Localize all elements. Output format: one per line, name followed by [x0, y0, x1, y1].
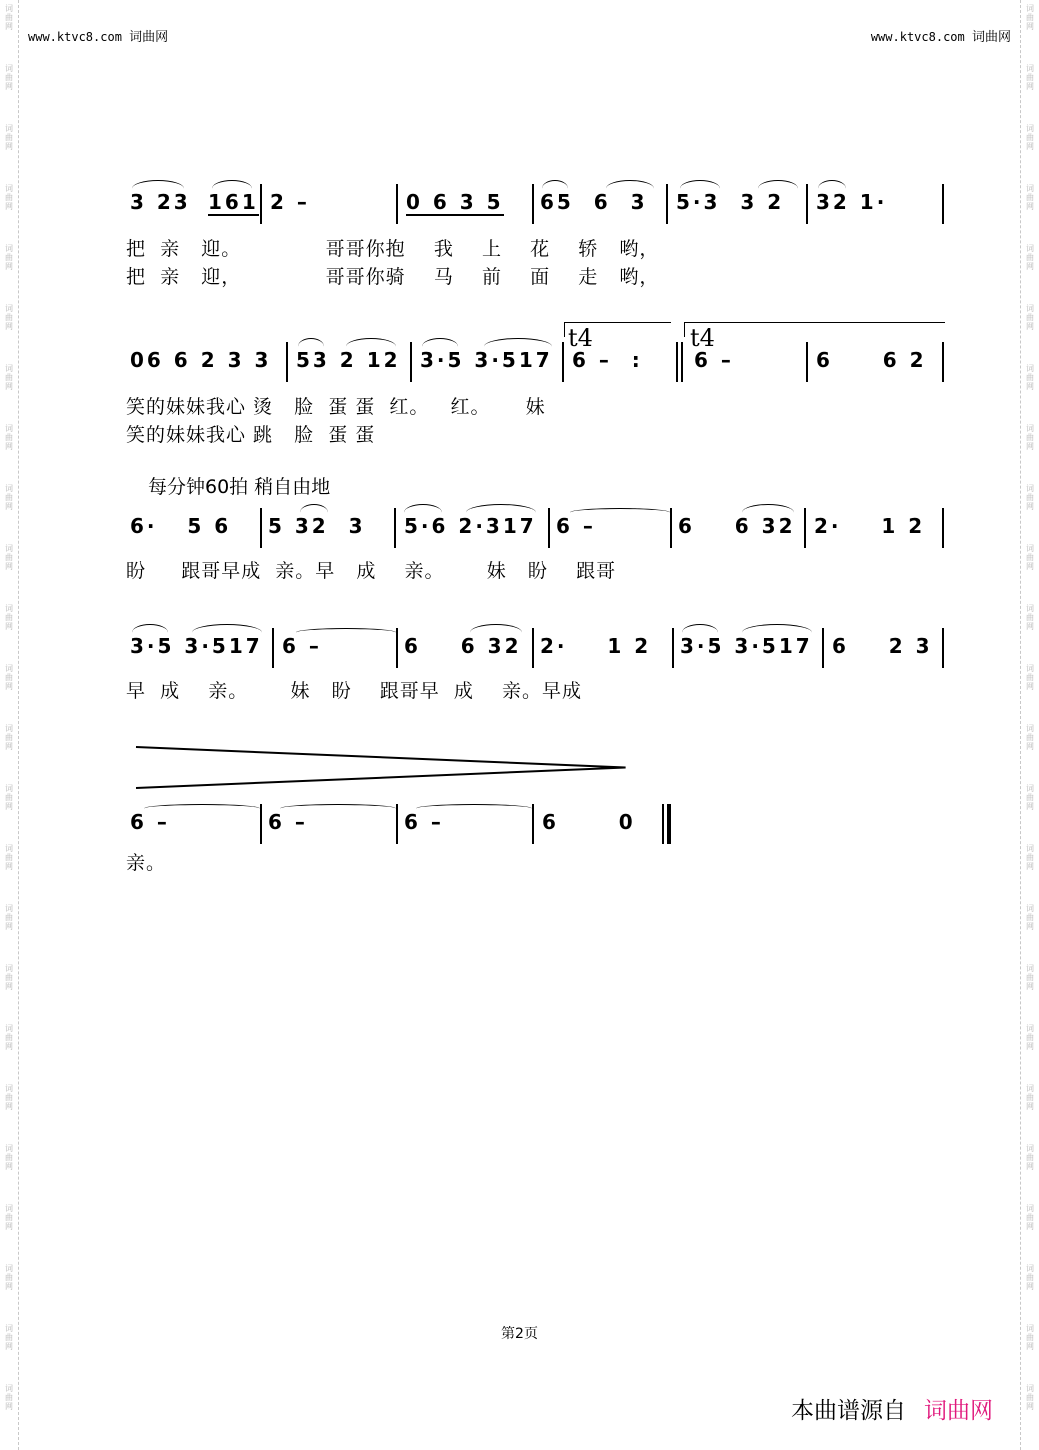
side-watermark: 词 曲 网 [1026, 1264, 1034, 1291]
note-group: 2 – [270, 190, 310, 214]
side-watermark: 词 曲 网 [1026, 964, 1034, 991]
page-number: 第2页 [501, 1326, 538, 1342]
side-watermark: 词 曲 网 [1026, 184, 1034, 211]
barline [942, 628, 944, 668]
side-watermark: 词 曲 网 [5, 424, 13, 451]
header-site-name: 词曲网 [129, 30, 169, 45]
footer-brand-link[interactable]: 词曲网 [924, 1398, 993, 1424]
side-watermark: 词 曲 网 [1026, 4, 1034, 31]
barline [666, 184, 668, 224]
barline [681, 342, 683, 382]
right-margin [1020, 0, 1039, 1450]
barline [804, 508, 806, 548]
notes [120, 800, 950, 840]
header-url[interactable]: www.ktvc8.com [28, 30, 122, 44]
barline [286, 342, 288, 382]
header-url[interactable]: www.ktvc8.com [870, 30, 965, 44]
side-watermark: 词 曲 网 [5, 1144, 13, 1171]
note-group: 6 – [268, 810, 308, 834]
diminuendo-lower-line [136, 766, 626, 788]
side-watermark: 词 曲 网 [1026, 244, 1034, 271]
barline [260, 804, 262, 844]
note-group: 5 32 3 [268, 514, 366, 538]
note-group: 2· 1 2 [540, 634, 652, 658]
side-watermark: 词 曲 网 [5, 124, 13, 151]
side-watermark: 词 曲 网 [1026, 544, 1034, 571]
side-watermark: 词 曲 网 [1026, 64, 1034, 91]
header-left [28, 26, 168, 45]
left-margin [0, 0, 19, 1450]
barline [662, 804, 664, 844]
side-watermark: 词 曲 网 [5, 1264, 13, 1291]
side-watermark: 词 曲 网 [5, 844, 13, 871]
barline [532, 184, 534, 224]
side-watermark: 词 曲 网 [1026, 484, 1034, 511]
side-watermark: 词 曲 网 [5, 64, 13, 91]
footer-text: 本曲谱源自 [791, 1398, 906, 1424]
note-group: 6 2 3 [832, 634, 933, 658]
notes [120, 504, 950, 544]
notes [120, 180, 950, 220]
note-group: 6 – [556, 514, 596, 538]
barline [396, 804, 398, 844]
volta-1-label: t4 [568, 324, 593, 352]
side-watermark: 词 曲 网 [5, 1024, 13, 1051]
note-group: 06 6 2 3 3 [130, 348, 272, 372]
note-group: 6· 5 6 [130, 514, 232, 538]
note-group: 6 6 2 [816, 348, 927, 372]
barline [676, 342, 678, 382]
barline [942, 184, 944, 224]
side-watermark: 词 曲 网 [5, 244, 13, 271]
notes [120, 338, 950, 378]
side-watermark: 词 曲 网 [1026, 844, 1034, 871]
side-watermark: 词 曲 网 [5, 664, 13, 691]
barline [672, 628, 674, 668]
side-watermark: 词 曲 网 [1026, 904, 1034, 931]
diminuendo-upper-line [136, 746, 626, 768]
side-watermark: 词 曲 网 [5, 604, 13, 631]
side-watermark: 词 曲 网 [1026, 124, 1034, 151]
barline [396, 628, 398, 668]
side-watermark: 词 曲 网 [5, 964, 13, 991]
side-watermark: 词 曲 网 [5, 1204, 13, 1231]
note-group: 53 2 12 [296, 348, 401, 372]
note-group: 0 6 3 5 [406, 190, 504, 214]
side-watermark: 词 曲 网 [1026, 784, 1034, 811]
notes [120, 624, 950, 664]
side-watermark: 词 曲 网 [5, 184, 13, 211]
barline [532, 804, 534, 844]
note-group: 2· 1 2 [814, 514, 926, 538]
barline [394, 508, 396, 548]
side-watermark: 词 曲 网 [5, 4, 13, 31]
barline [532, 628, 534, 668]
barline [806, 184, 808, 224]
lyric-verse-2: 把 亲 迎， 哥哥你骑 马 前 面 走 哟， [126, 266, 660, 288]
barline [396, 184, 398, 224]
barline [806, 342, 808, 382]
barline [410, 342, 412, 382]
note-group: 32 1· [816, 190, 888, 214]
lyric-verse-1: 早 成 亲。 妹 盼 跟哥早 成 亲。早成 [126, 680, 582, 702]
barline [942, 342, 944, 382]
note-group: 6 0 [542, 810, 636, 834]
side-watermark: 词 曲 网 [1026, 664, 1034, 691]
note-group: 3·5 3·517 [420, 348, 553, 372]
lyric-verse-2: 笑的妹妹我心 跳 脸 蛋 蛋 [126, 424, 376, 446]
note-group: 6 – [282, 634, 322, 658]
barline [942, 508, 944, 548]
side-watermark: 词 曲 网 [1026, 364, 1034, 391]
note-group: 6 – [130, 810, 170, 834]
tempo-marking: 每分钟60拍 稍自由地 [148, 476, 331, 498]
barline [562, 342, 564, 382]
side-watermark: 词 曲 网 [1026, 724, 1034, 751]
note-group: 3 23 [130, 190, 191, 214]
note-group: 161 [208, 190, 259, 214]
side-watermark: 词 曲 网 [1026, 1384, 1034, 1411]
side-watermark: 词 曲 网 [5, 364, 13, 391]
barline [260, 508, 262, 548]
barline [822, 628, 824, 668]
barline [670, 508, 672, 548]
side-watermark: 词 曲 网 [5, 904, 13, 931]
side-watermark: 词 曲 网 [1026, 1324, 1034, 1351]
note-group: 6 – [404, 810, 444, 834]
side-watermark: 词 曲 网 [5, 304, 13, 331]
note-group: 5·3 3 2 [676, 190, 785, 214]
side-watermark: 词 曲 网 [5, 484, 13, 511]
note-group: 6 6 32 [678, 514, 796, 538]
side-watermark: 词 曲 网 [5, 1084, 13, 1111]
note-group: 6 6 32 [404, 634, 522, 658]
side-watermark: 词 曲 网 [1026, 1084, 1034, 1111]
side-watermark: 词 曲 网 [1026, 424, 1034, 451]
side-watermark: 词 曲 网 [1026, 1204, 1034, 1231]
note-group: 3·5 3·517 [130, 634, 263, 658]
lyric-verse-1: 盼 跟哥早成 亲。早 成 亲。 妹 盼 跟哥 [126, 560, 617, 582]
lyric-verse-1: 笑的妹妹我心 烫 脸 蛋 蛋 红。 红。 妹 [126, 396, 546, 418]
barline [272, 628, 274, 668]
note-group: 5·6 2·317 [404, 514, 537, 538]
side-watermark: 词 曲 网 [5, 724, 13, 751]
lyric-verse-1: 亲。 [126, 852, 167, 874]
note-group: 6 – : [572, 348, 643, 372]
side-watermark: 词 曲 网 [5, 1324, 13, 1351]
side-watermark: 词 曲 网 [5, 784, 13, 811]
note-group: 6 – [694, 348, 734, 372]
note-group: 65 6 3 [540, 190, 648, 214]
barline [260, 184, 262, 224]
final-barline [667, 804, 671, 844]
side-watermark: 词 曲 网 [1026, 1024, 1034, 1051]
barline [548, 508, 550, 548]
side-watermark: 词 曲 网 [1026, 304, 1034, 331]
header-site-name: 词曲网 [971, 30, 1011, 45]
note-group: 3·5 3·517 [680, 634, 813, 658]
header-right [871, 26, 1011, 45]
volta-2-label: t4 [690, 324, 715, 352]
side-watermark: 词 曲 网 [5, 1384, 13, 1411]
footer-credit [791, 1392, 993, 1425]
side-watermark: 词 曲 网 [5, 544, 13, 571]
lyric-verse-1: 把 亲 迎。 哥哥你抱 我 上 花 轿 哟， [126, 238, 660, 260]
volta-2 [684, 322, 945, 337]
side-watermark: 词 曲 网 [1026, 604, 1034, 631]
side-watermark: 词 曲 网 [1026, 1144, 1034, 1171]
